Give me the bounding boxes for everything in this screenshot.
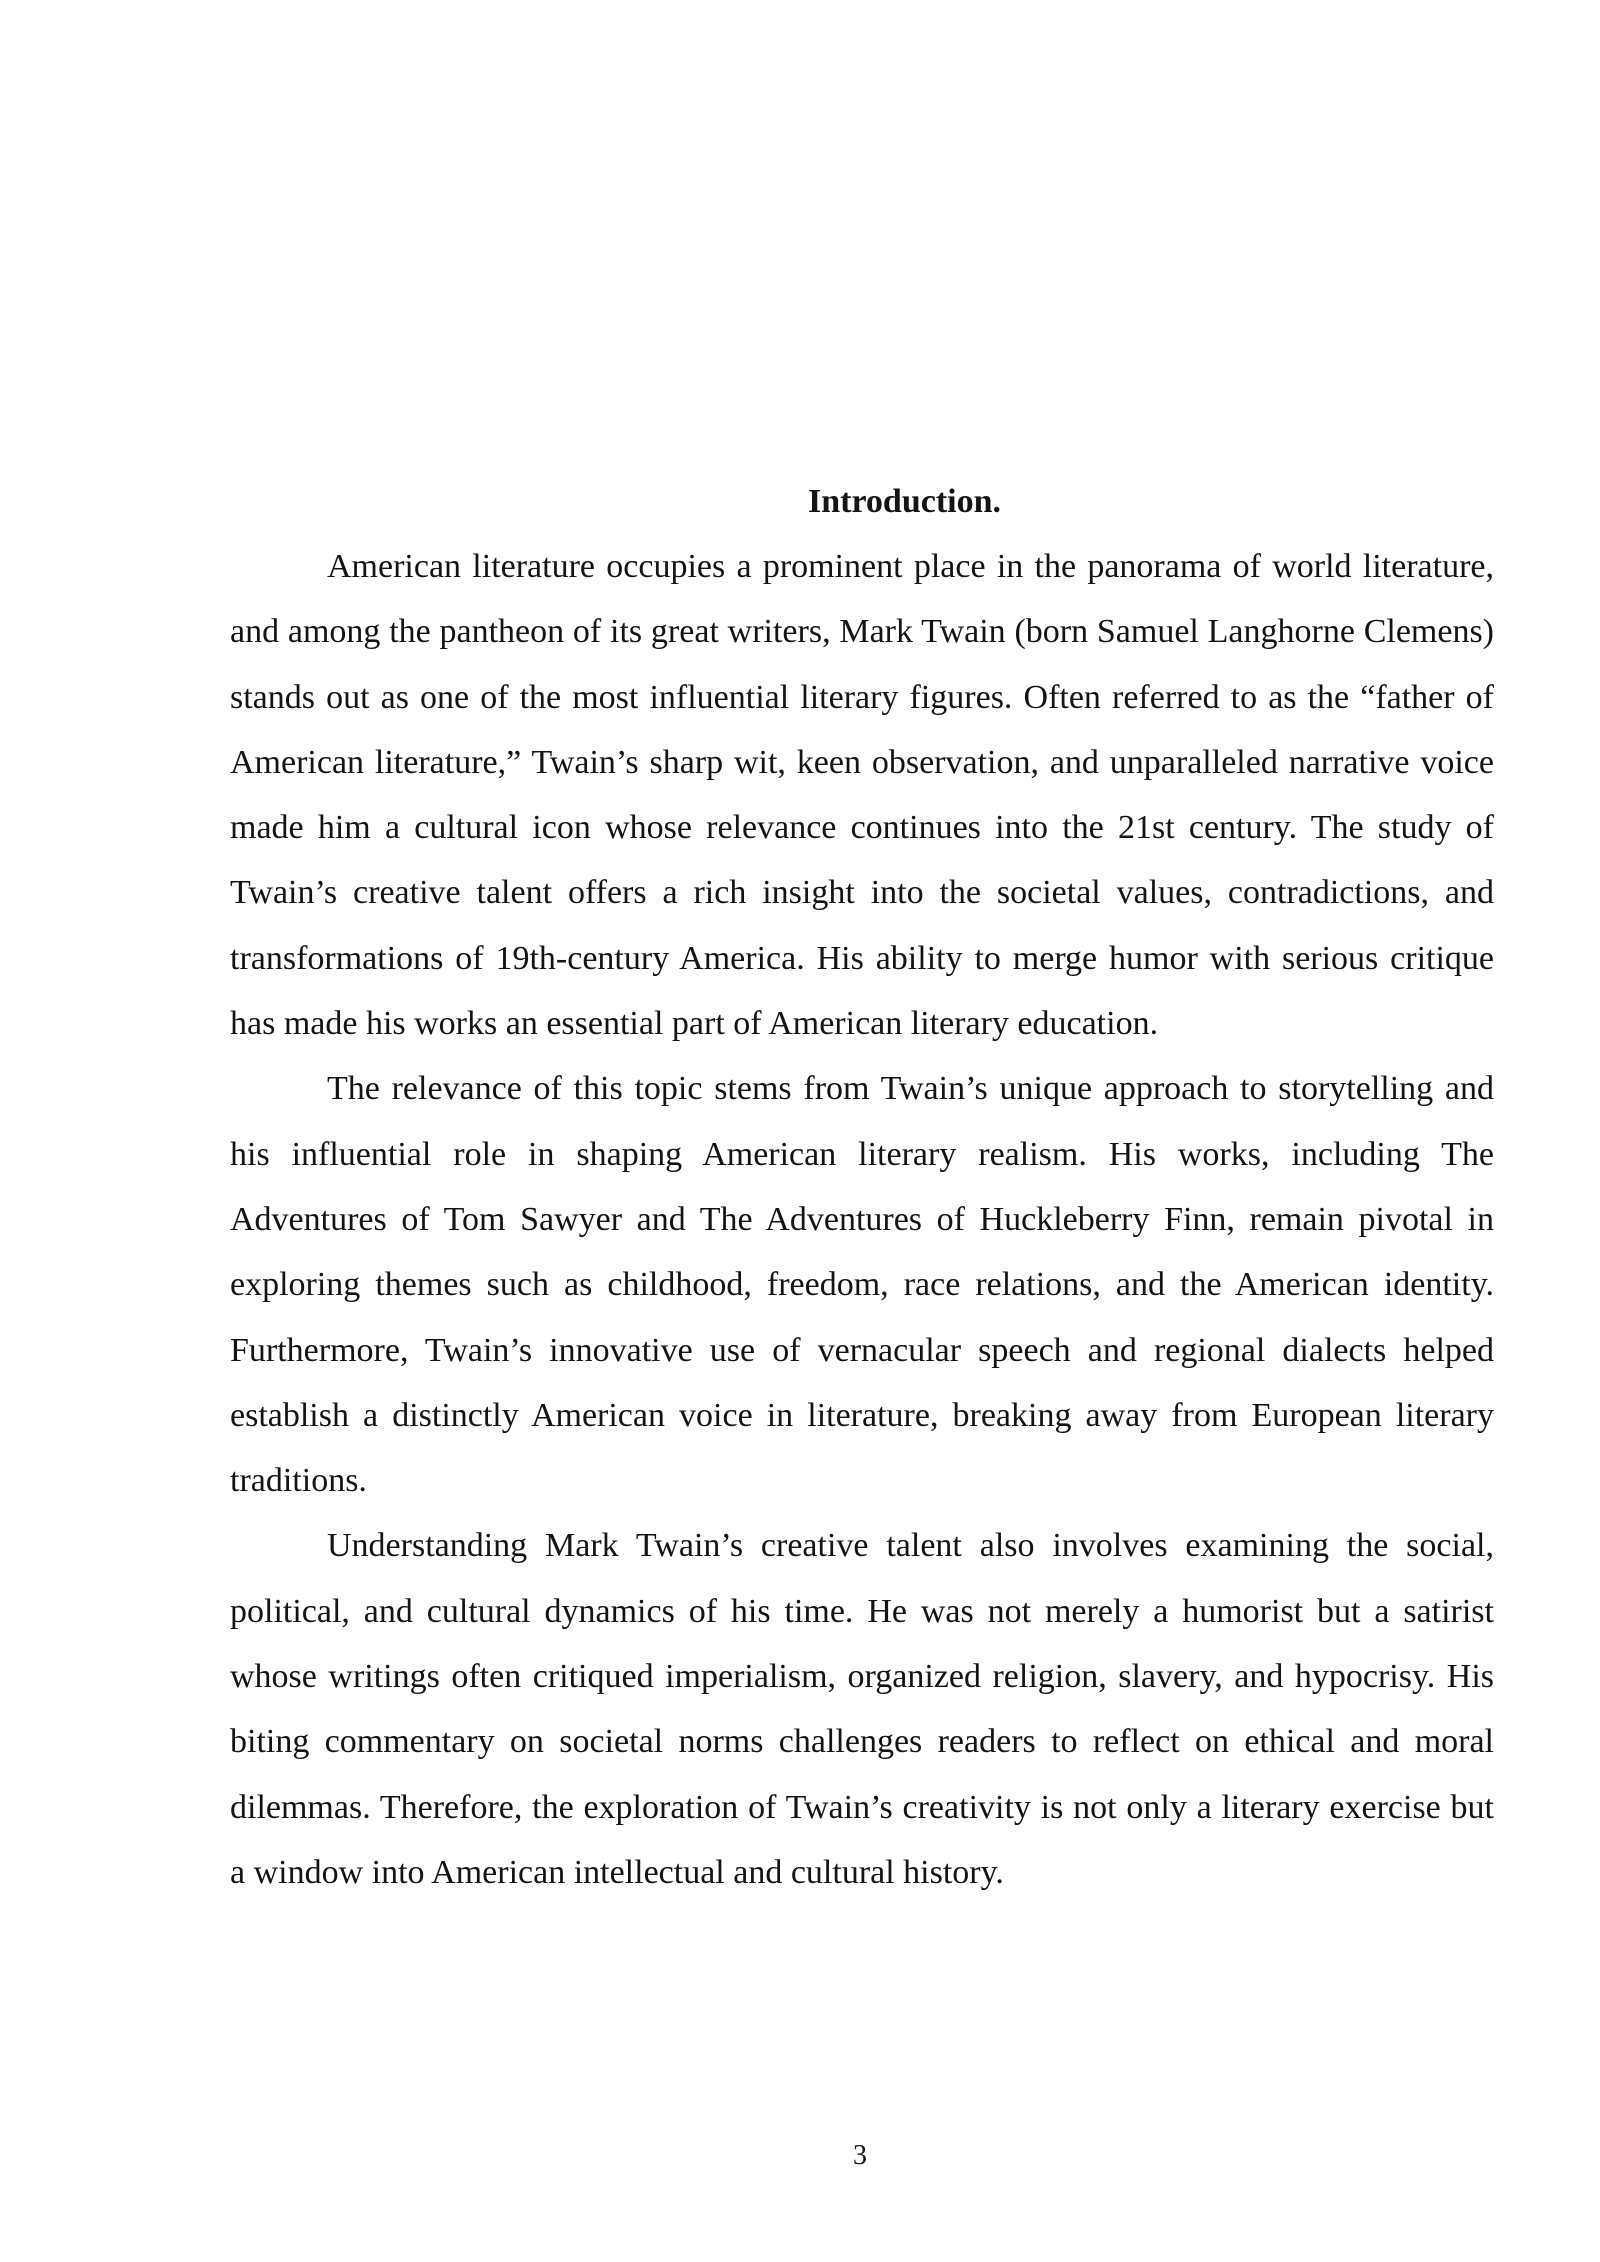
page-number: 3 — [853, 2140, 867, 2171]
paragraph-3: Understanding Mark Twain’s creative talent also involves examining the social, political, and cultural dynamics of his time. He was not merely a humorist but a satirist whose writings often critiqued imperialism, organized religion, slavery, and hypocrisy. His biting commentary on societal norms challenges readers to reflect on ethical and moral dilemmas. Therefore, the exploration of Twain’s creativity is not only a literary exercise but a window into American intellectual and cultural history. — [230, 1527, 1494, 1891]
section-title: Introduction. — [807, 483, 1002, 520]
page-body — [230, 470, 1494, 1905]
paragraph-1: American literature occupies a prominent place in the panorama of world literature, and among the pantheon of its great writers, Mark Twain (born Samuel Langhorne Clemens) stands out as one of the most influential literary figures. Often referred to as the “father of American literature,” Twain’s sharp wit, keen observation, and unparalleled narrative voice made him a cultural icon whose relevance continues into the 21st century. The study of Twain’s creative talent offers a rich insight into the societal values, contradictions, and transformations of 19th-century America. His ability to merge humor with serious critique has made his works an essential part of American literary education. — [230, 548, 1494, 1043]
paragraph-2: The relevance of this topic stems from Twain’s unique approach to storytelling and his influential role in shaping American literary realism. His works, including The Adventures of Tom Sawyer and The Adventures of Huckleberry Finn, remain pivotal in exploring themes such as childhood, freedom, race relations, and the American identity. Furthermore, Twain’s innovative use of vernacular speech and regional dialects helped establish a distinctly American voice in literature, breaking away from European literary traditions. — [230, 1070, 1494, 1500]
